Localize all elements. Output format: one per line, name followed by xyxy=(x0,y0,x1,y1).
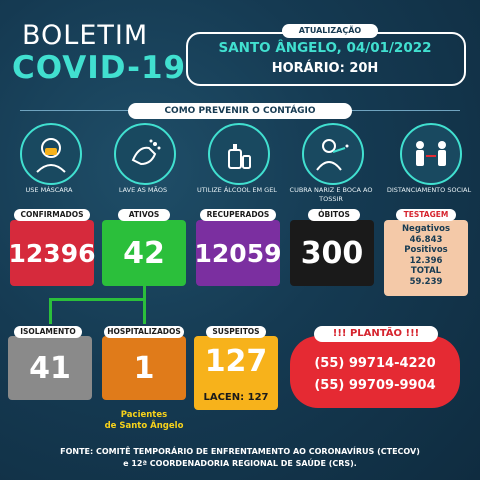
testagem-positivos-label: Positivos xyxy=(404,245,448,255)
update-label: ATUALIZAÇÃO xyxy=(282,24,378,38)
testagem-total-label: TOTAL xyxy=(410,266,442,276)
card-obitos: 300 xyxy=(290,220,374,286)
prevention-title: COMO PREVENIR O CONTÁGIO xyxy=(128,103,352,119)
testagem-total-value: 59.239 xyxy=(409,276,443,287)
label-use-mascara: USE MÁSCARA xyxy=(25,186,73,194)
pill-recuperados: RECUPERADOS xyxy=(200,209,276,221)
suspeitos-lacen: LACEN: 127 xyxy=(203,392,269,403)
connector-left-down xyxy=(49,298,52,324)
testagem-negativos-value: 46.843 xyxy=(409,234,443,245)
hospitalizados-note xyxy=(98,410,190,432)
mask-person-icon xyxy=(20,123,82,185)
hospitalizados-note-line2: de Santo Ângelo xyxy=(104,421,184,431)
card-suspeitos xyxy=(194,336,278,410)
plantao-box xyxy=(290,336,460,408)
testagem-positivos-value: 12.396 xyxy=(409,255,443,266)
plantao-phone-1: (55) 99714-4220 xyxy=(314,356,436,371)
footer-source xyxy=(0,446,480,470)
sanitizer-icon xyxy=(208,123,270,185)
card-isolamento: 41 xyxy=(8,336,92,400)
pill-obitos: ÓBITOS xyxy=(308,209,360,221)
plantao-phone-2: (55) 99709-9904 xyxy=(314,378,436,393)
card-confirmados: 12396 xyxy=(10,220,94,286)
distance-icon xyxy=(400,123,462,185)
label-cubra-nariz: CUBRA NARIZ E BOCA AO TOSSIR xyxy=(289,186,373,203)
label-lave-maos: LAVE AS MÃOS xyxy=(118,186,168,194)
pill-testagem: TESTAGEM xyxy=(396,209,456,221)
card-ativos: 42 xyxy=(102,220,186,286)
update-time: HORÁRIO: 20H xyxy=(271,61,379,76)
cough-icon xyxy=(302,123,364,185)
suspeitos-value: 127 xyxy=(204,344,268,379)
testagem-negativos-label: Negativos xyxy=(401,224,451,234)
title-covid: COVID-19 xyxy=(12,50,187,86)
hand-wash-icon xyxy=(114,123,176,185)
pill-ativos: ATIVOS xyxy=(118,209,170,221)
hospitalizados-note-line1: Pacientes xyxy=(120,410,168,420)
card-testagem xyxy=(384,220,468,296)
update-place-date: SANTO ÂNGELO, 04/01/2022 xyxy=(218,40,432,56)
connector-horizontal-left xyxy=(49,298,145,301)
title-boletim: BOLETIM xyxy=(22,20,149,51)
pill-confirmados: CONFIRMADOS xyxy=(14,209,90,221)
label-alcool-gel: UTILIZE ÁLCOOL EM GEL xyxy=(197,186,277,194)
pill-suspeitos: SUSPEITOS xyxy=(206,326,266,338)
pill-hospitalizados: HOSPITALIZADOS xyxy=(104,326,184,338)
card-hospitalizados: 1 xyxy=(102,336,186,400)
card-recuperados: 12059 xyxy=(196,220,280,286)
label-distanciamento: DISTANCIAMENTO SOCIAL xyxy=(386,186,472,194)
footer-line-1: FONTE: COMITÊ TEMPORÁRIO DE ENFRENTAMENTO AO CORONAVÍRUS (CTECOV) xyxy=(60,447,420,456)
pill-isolamento: ISOLAMENTO xyxy=(14,326,82,338)
footer-line-2: e 12ª COORDENADORIA REGIONAL DE SAÚDE (CRS). xyxy=(123,459,357,468)
plantao-title: !!! PLANTÃO !!! xyxy=(314,326,438,342)
connector-right-down xyxy=(143,298,146,324)
